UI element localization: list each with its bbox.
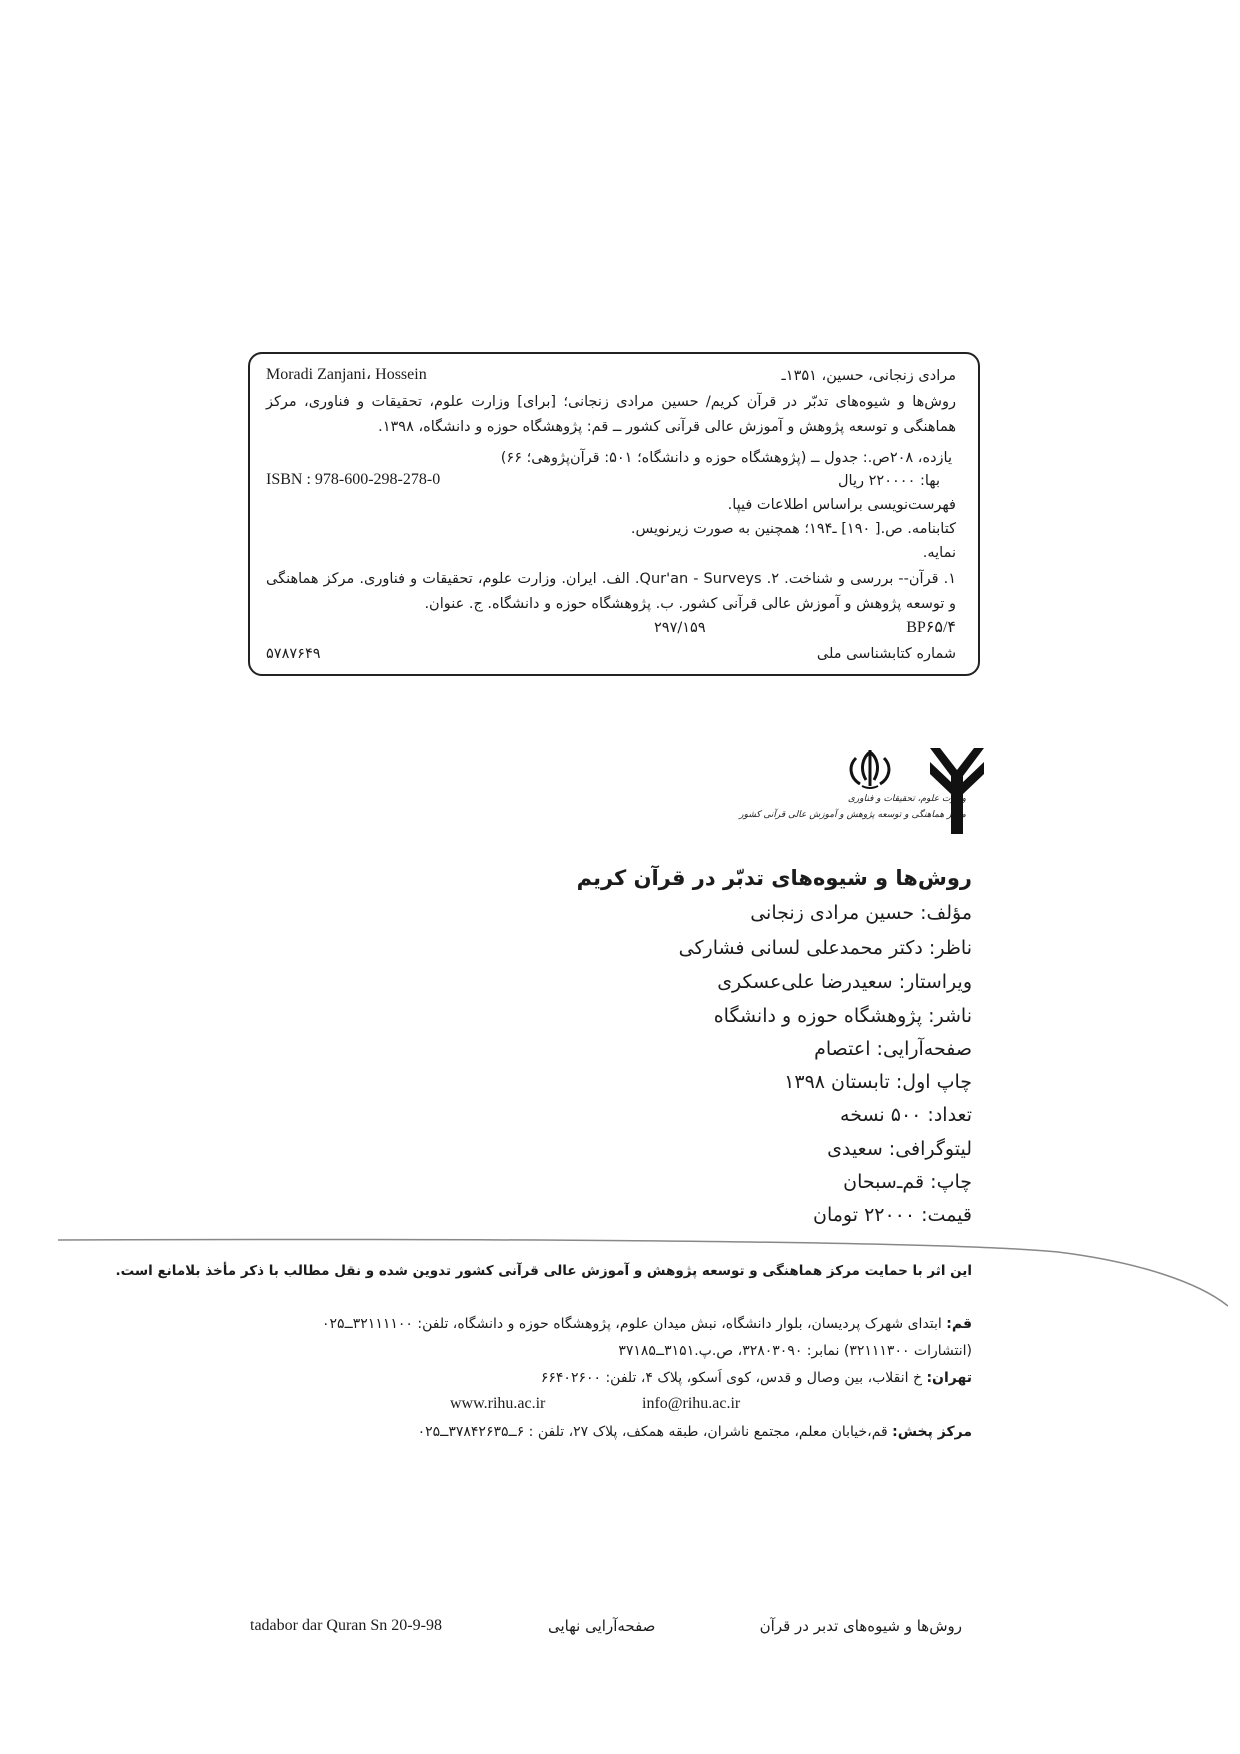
support-notice: این اثر با حمایت مرکز هماهنگی و توسعه پژوهش و آموزش عالی قرآنی کشور تدوین شده و نقل مطالب با ذکر مأخذ بلامانع است.: [115, 1263, 972, 1279]
email-link[interactable]: info@rihu.ac.ir: [642, 1395, 741, 1412]
colophon-editor: ویراستار: سعیدرضا علی‌عسکری: [717, 971, 972, 993]
colophon-supervisor: ناظر: دکتر محمدعلی لسانی فشارکی: [678, 937, 972, 959]
book-title: روش‌ها و شیوه‌های تدبّر در قرآن کریم: [576, 866, 972, 890]
cip-price: بها: ۲۲۰۰۰۰ ریال: [838, 473, 940, 489]
qom-label: قم:: [946, 1316, 972, 1332]
print-mark-title: روش‌ها و شیوه‌های تدبر در قرآن: [759, 1617, 962, 1635]
cip-index: نمایه.: [922, 545, 956, 561]
cip-bibliography: کتابنامه. ص.[ ۱۹۰] ـ۱۹۴؛ همچنین به صورت زیرنویس.: [630, 521, 956, 537]
colophon-price: قیمت: ۲۲۰۰۰ تومان: [813, 1204, 972, 1226]
colophon-lithography: لیتوگرافی: سعیدی: [827, 1138, 972, 1160]
distribution-label: مرکز پخش:: [892, 1424, 972, 1440]
colophon-copies: تعداد: ۵۰۰ نسخه: [840, 1104, 972, 1126]
tehran-address: [541, 1370, 972, 1386]
print-mark-filename: tadabor dar Quran Sn 20-9-98: [250, 1617, 442, 1634]
distribution-address: [418, 1424, 972, 1440]
rihu-logo-icon: [930, 748, 984, 834]
qom-address-2: (انتشارات ۳۲۱۱۱۳۰۰) نمابر: ۳۲۸۰۳۰۹۰، ص.پ.۳۱۵۱ــ۳۷۱۸۵: [618, 1343, 972, 1359]
ministry-caption: وزارت علوم، تحقیقات و فناوری: [847, 794, 966, 804]
cip-author: مرادی زنجانی، حسین، ۱۳۵۱ـ: [781, 368, 956, 384]
print-mark-status: صفحه‌آرایی نهایی: [548, 1617, 656, 1635]
cip-national-label: شماره کتابشناسی ملی: [816, 646, 956, 662]
qom-address: [322, 1316, 972, 1332]
cip-author-latin: Moradi Zanjani، Hossein: [266, 366, 427, 383]
colophon-edition: چاپ اول: تابستان ۱۳۹۸: [784, 1071, 972, 1093]
cip-dewey: ۲۹۷/۱۵۹: [654, 620, 706, 636]
center-caption: مرکز هماهنگی و توسعه پژوهش و آموزش عالی قرآنی کشور: [739, 810, 966, 820]
cip-national-number: ۵۷۸۷۶۴۹: [266, 646, 321, 662]
tehran-label: تهران:: [926, 1370, 972, 1386]
cip-title: روش‌ها و شیوه‌های تدبّر در قرآن کریم/ حسین مرادی زنجانی؛ [برای] وزارت علوم، تحقیقات و فناوری، مرکز هماهنگی و توسعه پژوهش و آموزش عالی قرآنی کشور ــ قم: پژوهشگاه حوزه و دانشگاه، ۱۳۹۸.: [266, 394, 956, 435]
colophon-print: چاپ: قم‌ـ‌سبحان: [843, 1171, 972, 1193]
cip-fipa: فهرست‌نویسی براساس اطلاعات فیپا.: [727, 497, 956, 513]
cip-physical: یازده، ۲۰۸ص.: جدول ــ (پژوهشگاه حوزه و دانشگاه؛ ۵۰۱: قرآن‌پژوهی؛ ۶۶): [500, 450, 952, 466]
rihu-logo: [930, 748, 984, 834]
distribution-address-text: قم،خیابان معلم، مجتمع ناشران، طبقه همکف، پلاک ۲۷، تلفن : ۶ــ۳۷۸۴۲۶۳۵ــ۰۲۵: [417, 1424, 893, 1440]
cip-subjects: ۱. قرآن-- بررسی و شناخت. ۲. Qur'an - Surveys. الف. ایران. وزارت علوم، تحقیقات و فناوری. مرکز هماهنگی و توسعه پژوهش و آموزش عالی قرآنی کشور. ب. پژوهشگاه حوزه و دانشگاه. ج. عنوان.: [266, 571, 957, 612]
cip-isbn: ISBN : 978-600-298-278-0: [266, 471, 441, 488]
tehran-address-text: خ انقلاب، بین وصال و قدس، کوی اَسکو، پلاک ۴، تلفن: ۶۶۴۰۲۶۰۰: [540, 1370, 927, 1386]
website-link[interactable]: www.rihu.ac.ir: [450, 1395, 546, 1412]
cataloguing-box: [248, 352, 980, 676]
colophon-author: مؤلف: حسین مرادی زنجانی: [750, 902, 972, 924]
cip-lc-class: BP۶۵/۴: [906, 619, 956, 636]
colophon-publisher: ناشر: پژوهشگاه حوزه و دانشگاه: [713, 1005, 972, 1027]
iran-emblem-icon: [840, 748, 900, 790]
colophon-layout: صفحه‌آرایی: اعتصام: [814, 1038, 972, 1060]
qom-address-text: ابتدای شهرک پردیسان، بلوار دانشگاه، نبش میدان علوم، پژوهشگاه حوزه و دانشگاه، تلفن: ۳۲۱۱۱۱۰۰ــ۰۲۵: [322, 1316, 947, 1332]
